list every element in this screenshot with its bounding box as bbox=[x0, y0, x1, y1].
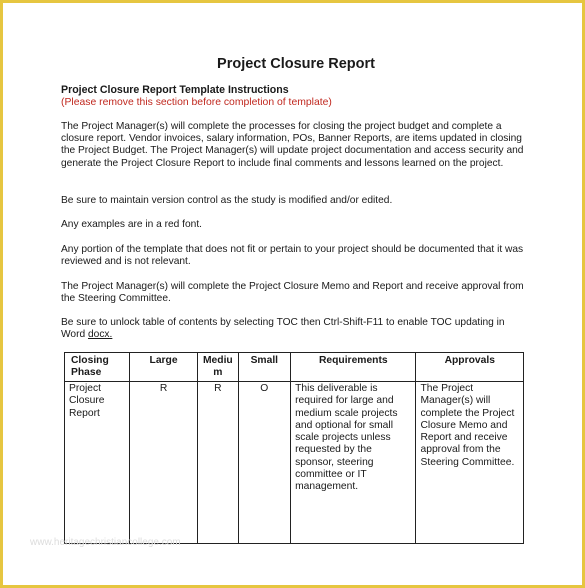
paragraph-closure-memo: The Project Manager(s) will complete the Project Closure Memo and Report and receive approval from the Steering Committee. bbox=[61, 281, 524, 305]
header-medium: Medium bbox=[198, 353, 238, 382]
paragraph-toc bbox=[61, 317, 531, 341]
document-title: Project Closure Report bbox=[217, 56, 375, 72]
header-closing-phase: Closing Phase bbox=[65, 353, 130, 382]
cell-medium: R bbox=[198, 382, 238, 544]
docx-link: docx. bbox=[88, 329, 113, 341]
header-large: Large bbox=[129, 353, 197, 382]
cell-approvals: The Project Manager(s) will complete the Project Closure Memo and Report and receive approval from the Steering Committee. bbox=[416, 382, 524, 544]
watermark-text: www.heritagechristiancollege.com bbox=[30, 537, 181, 548]
paragraph-version-control: Be sure to maintain version control as the study is modified and/or edited. bbox=[61, 195, 393, 206]
paragraph-red-font: Any examples are in a red font. bbox=[61, 219, 203, 230]
toc-text: Be sure to unlock table of contents by selecting TOC then Ctrl-Shift-F11 to enable TOC updating in Word bbox=[61, 317, 505, 341]
closure-phase-table bbox=[64, 352, 524, 544]
header-small: Small bbox=[238, 353, 291, 382]
table-row bbox=[65, 382, 524, 544]
paragraph-not-relevant: Any portion of the template that does not fit or pertain to your project should be documented that it was reviewed and is not relevant. bbox=[61, 244, 524, 268]
header-requirements: Requirements bbox=[291, 353, 416, 382]
cell-large: R bbox=[129, 382, 197, 544]
table-header-row bbox=[65, 353, 524, 382]
cell-requirements: This deliverable is required for large and medium scale projects and optional for small scale projects unless requested by the sponsor, steering committee or IT management. bbox=[291, 382, 416, 544]
header-approvals: Approvals bbox=[416, 353, 524, 382]
cell-phase: Project Closure Report bbox=[65, 382, 130, 544]
paragraph-overview: The Project Manager(s) will complete the processes for closing the project budget and complete a closure report. Vendor invoices, salary information, POs, Banner Reports, are items updated in closing the Project Budget. The Project Manager(s) will update project documentation and access security and generate the Project Closure Report to include final comments and lessons learned on the project. bbox=[61, 121, 524, 169]
cell-small: O bbox=[238, 382, 291, 544]
instructions-note: (Please remove this section before completion of template) bbox=[61, 97, 332, 108]
instructions-heading: Project Closure Report Template Instructions bbox=[61, 84, 289, 96]
